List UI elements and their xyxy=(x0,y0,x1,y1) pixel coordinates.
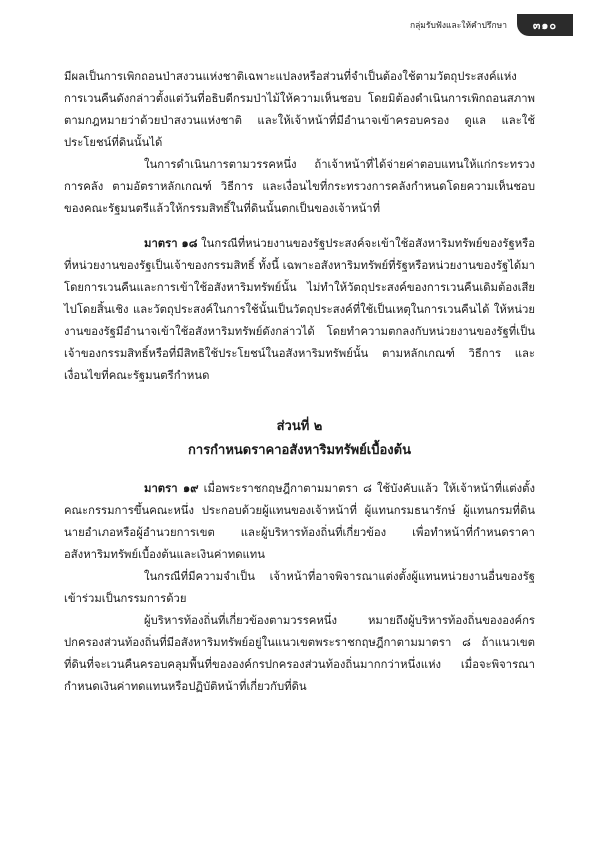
paragraph-section-19 xyxy=(64,477,535,566)
part-heading xyxy=(64,415,535,463)
paragraph-additional-members: ในกรณีที่มีความจำเป็น เจ้าหน้าที่อาจพิจารณาแต่งตั้งผู้แทนหน่วยงานอื่นของรัฐเข้าร่วมเป็นกรรมการด้วย xyxy=(64,570,535,605)
header-title: กลุ่มรับฟังและให้คำปรึกษา xyxy=(409,21,507,31)
paragraph-local-administrators: ผู้บริหารท้องถิ่นที่เกี่ยวข้องตามวรรคหนึ่ง หมายถึงผู้บริหารท้องถิ่นขององค์กรปกครองส่วนท้องถิ่นที่มีอสังหาริมทรัพย์อยู่ในแนวเขตพระราชกฤษฎีกาตามมาตรา ๘ ถ้าแนวเขตที่ดินที่จะเวนคืนครอบคลุมพื้นที่ขององค์กรปกครองส่วนท้องถิ่นมากกว่าหนึ่งแห่ง เมื่อจะพิจารณากำหนดเงินค่าทดแทนหรือปฏิบัติหน้าที่เกี่ยวกับที่ดิน xyxy=(64,614,535,693)
part-title: การกำหนดราคาอสังหาริมทรัพย์เบื้องต้น xyxy=(188,443,411,458)
paragraph-section-18 xyxy=(64,232,535,387)
section-18-label: มาตรา ๑๘ xyxy=(144,236,198,250)
paragraph-compensation: ในการดำเนินการตามวรรคหนึ่ง ถ้าเจ้าหน้าที่ได้จ่ายค่าตอบแทนให้แก่กระทรวงการคลัง ตามอัตราหลักเกณฑ์ วิธีการ และเงื่อนไขที่กระทรวงการคลังกำหนดโดยความเห็นชอบของคณะรัฐมนตรีแล้วให้กรรมสิทธิ์ในที่ดินนั้นตกเป็นของเจ้าหน้าที่ xyxy=(64,158,535,215)
section-18-text: ในกรณีที่หน่วยงานของรัฐประสงค์จะเข้าใช้อสังหาริมทรัพย์ของรัฐหรือที่หน่วยงานของรัฐเป็นเจ้าของกรรมสิทธิ์ ทั้งนี้ เฉพาะอสังหาริมทรัพย์ที่รัฐหรือหน่วยงานของรัฐได้มาโดยการเวนคืนและการเข้าใช้อสังหาริมทรัพย์นั้น ไม่ทำให้วัตถุประสงค์ของการเวนคืนเดิมต้องเสียไปโดยสิ้นเชิง และวัตถุประสงค์ในการใช้นั้นเป็นวัตถุประสงค์ที่ใช้เป็นเหตุในการเวนคืนได้ ให้หน่วยงานของรัฐมีอำนาจเข้าใช้อสังหาริมทรัพย์ดังกล่าวได้ โดยทำความตกลงกับหน่วยงานของรัฐที่เป็นเจ้าของกรรมสิทธิ์หรือที่มีสิทธิใช้ประโยชน์ในอสังหาริมทรัพย์นั้น ตามหลักเกณฑ์ วิธีการ และเงื่อนไขที่คณะรัฐมนตรีกำหนด xyxy=(64,237,535,382)
paragraph-continuation: มีผลเป็นการเพิกถอนป่าสงวนแห่งชาติเฉพาะแปลงหรือส่วนที่จำเป็นต้องใช้ตามวัตถุประสงค์แห่งการเวนคืนดังกล่าวตั้งแต่วันที่อธิบดีกรมป่าไม้ให้ความเห็นชอบ โดยมิต้องดำเนินการเพิกถอนสภาพตามกฎหมายว่าด้วยป่าสงวนแห่งชาติ และให้เจ้าหน้าที่มีอำนาจเข้าครอบครอง ดูแล และใช้ประโยชน์ที่ดินนั้นได้ xyxy=(64,70,535,149)
page-number-badge: ๓๑๐ xyxy=(517,14,573,36)
section-19-text: เมื่อพระราชกฤษฎีกาตามมาตรา ๘ ใช้บังคับแล้ว ให้เจ้าหน้าที่แต่งตั้งคณะกรรมการขึ้นคณะหนึ่ง ประกอบด้วยผู้แทนของเจ้าหน้าที่ ผู้แทนกรมธนารักษ์ ผู้แทนกรมที่ดิน นายอำเภอหรือผู้อำนวยการเขต และผู้บริหารท้องถิ่นที่เกี่ยวข้อง เพื่อทำหน้าที่กำหนดราคาอสังหาริมทรัพย์เบื้องต้นและเงินค่าทดแทน xyxy=(64,482,535,561)
document-body xyxy=(64,66,535,698)
part-number: ส่วนที่ ๒ xyxy=(276,419,323,434)
page-header xyxy=(410,14,573,36)
section-19-label: มาตรา ๑๙ xyxy=(144,481,199,495)
